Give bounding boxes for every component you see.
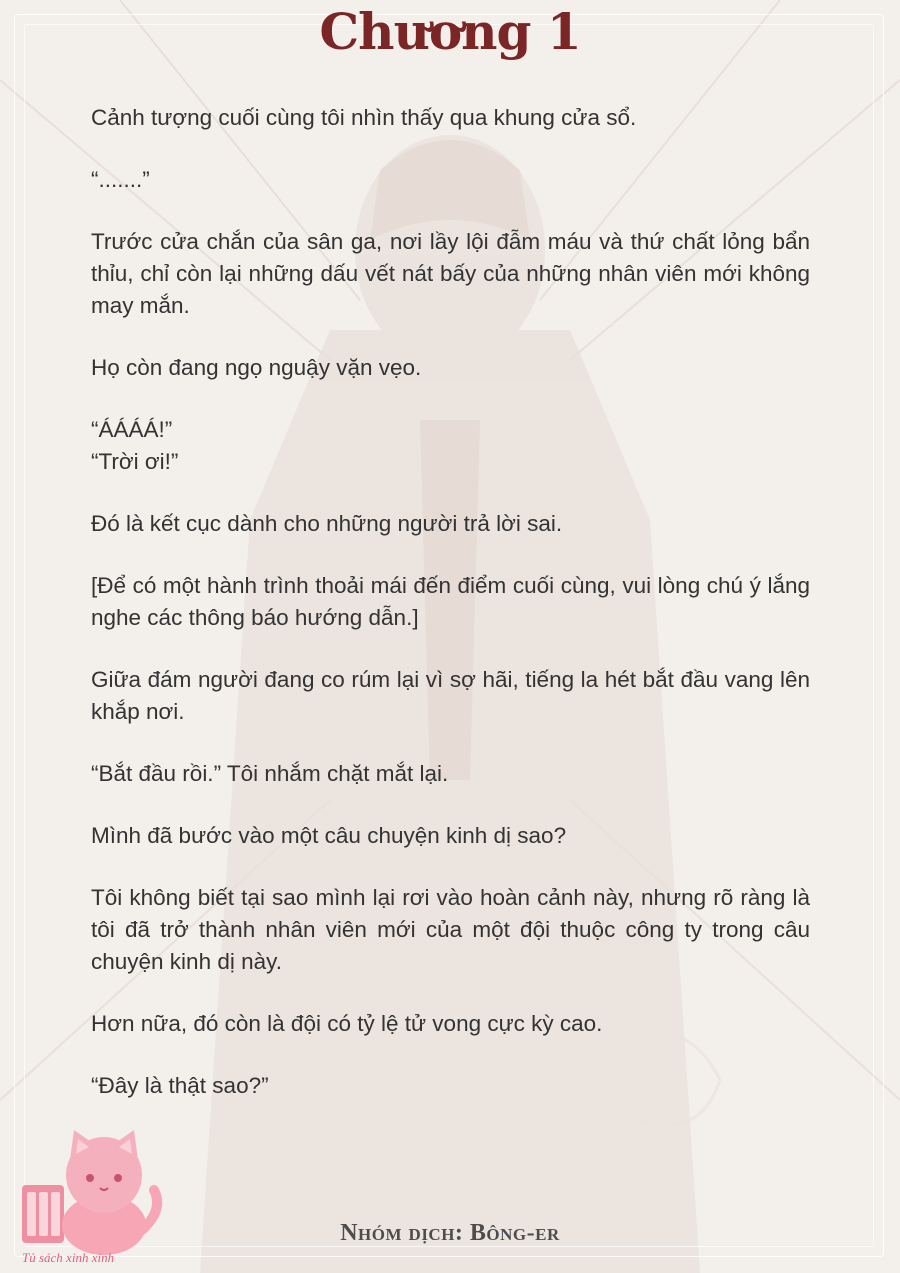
paragraph: “Bắt đầu rồi.” Tôi nhắm chặt mắt lại. [91, 761, 449, 786]
paragraph: Trước cửa chắn của sân ga, nơi lầy lội đẫm máu và thứ chất lỏng bẩn thỉu, chỉ còn lại những dấu vết nát bấy của những nhân viên mới không may mắn. [91, 229, 810, 318]
paragraph: “.......” [91, 167, 150, 192]
paragraph: Giữa đám người đang co rúm lại vì sợ hãi, tiếng la hét bắt đầu vang lên khắp nơi. [91, 667, 810, 724]
paragraph: Cảnh tượng cuối cùng tôi nhìn thấy qua khung cửa sổ. [91, 105, 637, 130]
logo-caption: Tủ sách xinh xinh [22, 1250, 115, 1265]
paragraph: Tôi không biết tại sao mình lại rơi vào hoàn cảnh này, nhưng rõ ràng là tôi đã trở thành nhân viên mới của một đội thuộc công ty trong câu chuyện kinh dị này. [91, 885, 810, 974]
paragraph: “Đây là thật sao?” [91, 1073, 269, 1098]
paragraph: Họ còn đang ngọ nguậy vặn vẹo. [91, 355, 422, 380]
chapter-text [91, 102, 810, 1132]
paragraph: “Trời ơi!” [91, 449, 179, 474]
paragraph: [Để có một hành trình thoải mái đến điểm cuối cùng, vui lòng chú ý lắng nghe các thông báo hướng dẫn.] [91, 573, 810, 630]
paragraph: Đó là kết cục dành cho những người trả lời sai. [91, 511, 563, 536]
chapter-title: Chương 1 [319, 2, 581, 61]
translation-credit: Nhóm dịch: Bông-er [340, 1220, 560, 1246]
paragraph: “ÁÁÁÁ!” [91, 417, 173, 442]
paragraph: Mình đã bước vào một câu chuyện kinh dị sao? [91, 823, 567, 848]
paragraph: Hơn nữa, đó còn là đội có tỷ lệ tử vong cực kỳ cao. [91, 1011, 603, 1036]
